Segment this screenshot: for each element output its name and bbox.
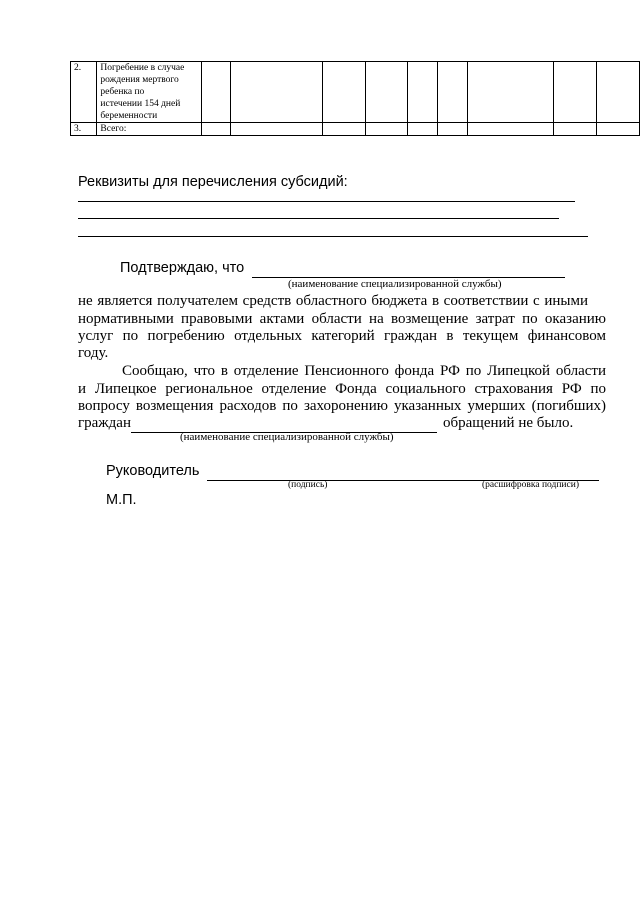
table-cell — [323, 123, 365, 136]
confirm-intro-line — [120, 259, 565, 278]
report-prefix: граждан — [78, 415, 131, 431]
confirm-intro: Подтверждаю, что — [120, 260, 245, 276]
stamp-mark: М.П. — [106, 492, 137, 508]
confirm-text-line: не является получателем средств областного бюджета в соответствии с иными — [78, 293, 588, 309]
requisites-line — [78, 201, 575, 202]
table-cell — [323, 62, 365, 123]
table-cell — [554, 123, 596, 136]
table-cell — [554, 62, 596, 123]
table-cell — [438, 123, 468, 136]
table-cell — [596, 62, 639, 123]
signature-line — [106, 462, 599, 481]
table-cell — [408, 62, 438, 123]
confirm-caption: (наименование специализированной службы) — [288, 278, 502, 290]
table-cell — [201, 62, 231, 123]
table-cell — [231, 62, 323, 123]
table-cell — [201, 123, 231, 136]
table-cell — [468, 123, 554, 136]
confirm-text-line: услуг по погребению отдельных категорий граждан в текущем финансовом — [78, 328, 606, 344]
requisites-line — [78, 218, 559, 219]
confirm-text-line: нормативными правовыми актами области на возмещение затрат по оказанию — [78, 311, 606, 327]
requisites-line — [78, 236, 588, 237]
table-cell — [596, 123, 639, 136]
row-number: 3. — [71, 123, 97, 136]
requisites-heading: Реквизиты для перечисления субсидий: — [78, 174, 348, 190]
confirm-text-line: году. — [78, 345, 109, 361]
signature-blank — [207, 462, 599, 481]
row-number: 2. — [71, 62, 97, 123]
table-cell — [365, 123, 407, 136]
report-suffix: обращений не было. — [443, 415, 574, 431]
report-text-line: вопросу возмещения расходов по захоронению указанных умерших (погибших) — [78, 398, 606, 414]
table-cell — [231, 123, 323, 136]
signature-label: Руководитель — [106, 463, 200, 479]
table-cell — [365, 62, 407, 123]
table-cell — [408, 123, 438, 136]
row-description: Погребение в случае рождения мертвого ребенка по истечении 154 дней беременности — [97, 62, 201, 123]
report-text-line: Сообщаю, что в отделение Пенсионного фонда РФ по Липецкой области — [122, 363, 606, 379]
burial-costs-table — [70, 61, 640, 136]
table-row — [71, 62, 640, 123]
table-cell — [468, 62, 554, 123]
report-caption: (наименование специализированной службы) — [180, 431, 394, 443]
row-description: Всего: — [97, 123, 201, 136]
report-text-line: и Липецкое региональное отделение Фонда социального страхования РФ по — [78, 381, 606, 397]
signature-caption: (подпись) — [288, 480, 328, 490]
table-row — [71, 123, 640, 136]
service-name-blank — [252, 259, 565, 278]
table-cell — [438, 62, 468, 123]
decode-caption: (расшифровка подписи) — [482, 480, 579, 490]
